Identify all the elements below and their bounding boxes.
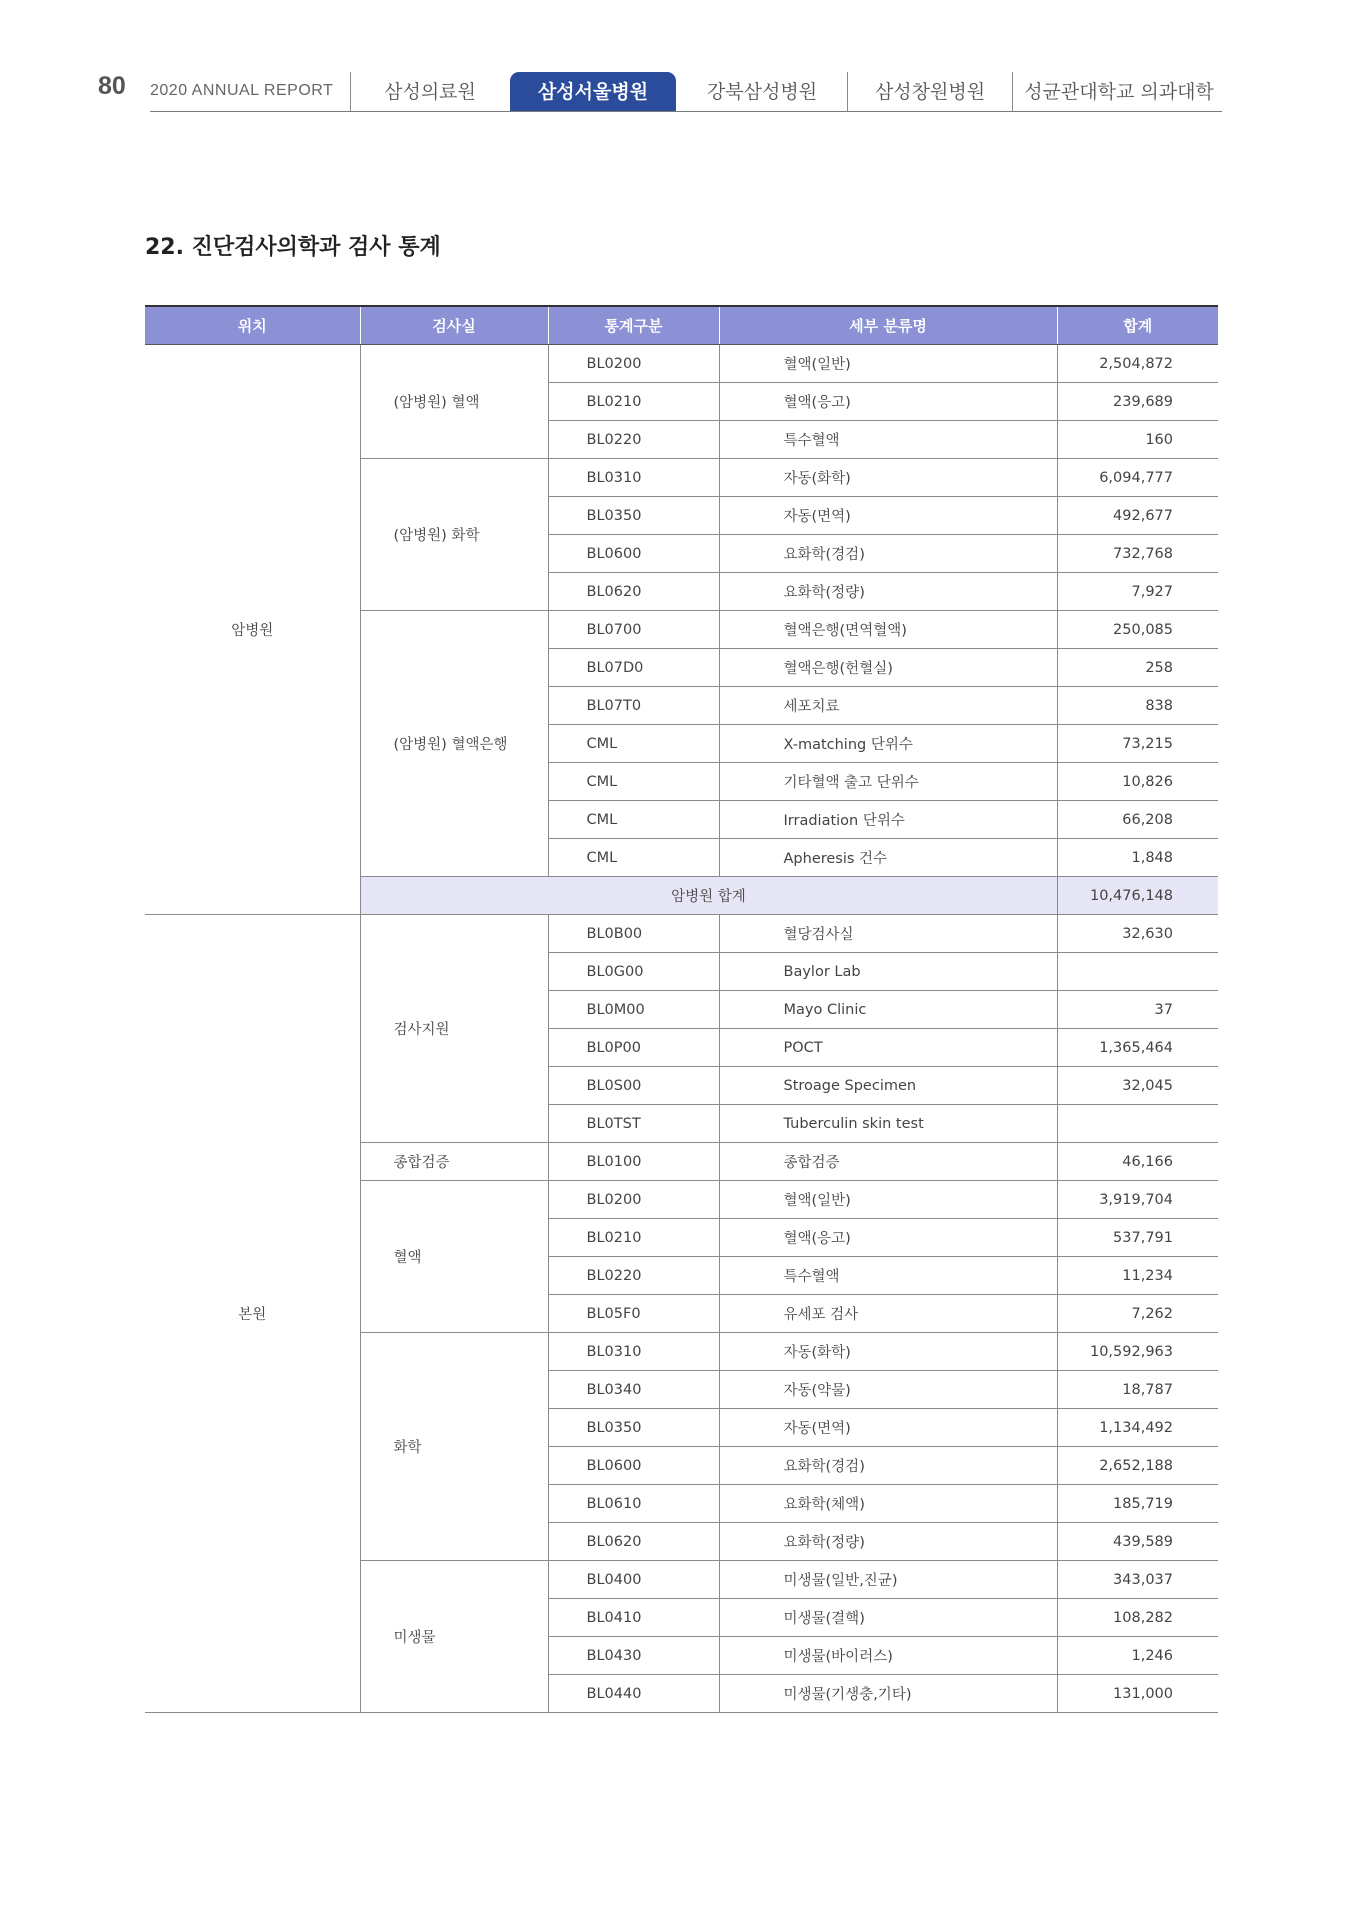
column-header-detail-name: 세부 분류명	[719, 306, 1057, 345]
total-cell: 185,719	[1057, 1485, 1218, 1523]
stat-code-cell: CML	[548, 801, 719, 839]
detail-name-cell: 종합검증	[719, 1143, 1057, 1181]
detail-name-cell: 미생물(기생충,기타)	[719, 1675, 1057, 1713]
stat-code-cell: BL0220	[548, 1257, 719, 1295]
tab-skku-medical-school[interactable]: 성균관대학교 의과대학	[1024, 81, 1214, 103]
stat-code-cell: BL0620	[548, 573, 719, 611]
lab-room-cell: 혈액	[360, 1181, 548, 1333]
stat-code-cell: BL0600	[548, 1447, 719, 1485]
detail-name-cell: 요화학(체액)	[719, 1485, 1057, 1523]
stat-code-cell: BL0B00	[548, 915, 719, 953]
total-cell: 66,208	[1057, 801, 1218, 839]
lab-room-cell: 검사지원	[360, 915, 548, 1143]
detail-name-cell: 자동(면역)	[719, 1409, 1057, 1447]
location-cell: 암병원	[145, 345, 360, 915]
stat-code-cell: BL0G00	[548, 953, 719, 991]
stat-code-cell: BL0310	[548, 1333, 719, 1371]
detail-name-cell: 요화학(정량)	[719, 1523, 1057, 1561]
stat-code-cell: BL0220	[548, 421, 719, 459]
total-cell: 2,504,872	[1057, 345, 1218, 383]
detail-name-cell: 혈액(응고)	[719, 1219, 1057, 1257]
detail-name-cell: 특수혈액	[719, 1257, 1057, 1295]
stat-code-cell: BL0TST	[548, 1105, 719, 1143]
total-cell: 11,234	[1057, 1257, 1218, 1295]
total-cell: 6,094,777	[1057, 459, 1218, 497]
report-title: 2020 ANNUAL REPORT	[150, 82, 334, 99]
total-cell: 37	[1057, 991, 1218, 1029]
stat-code-cell: BL0350	[548, 1409, 719, 1447]
total-cell: 108,282	[1057, 1599, 1218, 1637]
total-cell: 2,652,188	[1057, 1447, 1218, 1485]
detail-name-cell: 미생물(일반,진균)	[719, 1561, 1057, 1599]
total-cell: 7,262	[1057, 1295, 1218, 1333]
detail-name-cell: 미생물(바이러스)	[719, 1637, 1057, 1675]
total-cell: 32,630	[1057, 915, 1218, 953]
detail-name-cell: X-matching 단위수	[719, 725, 1057, 763]
stat-code-cell: BL0M00	[548, 991, 719, 1029]
tab-samsung-seoul-hospital[interactable]: 삼성서울병원	[510, 72, 676, 112]
detail-name-cell: 요화학(경검)	[719, 1447, 1057, 1485]
tab-samsung-medical-center[interactable]: 삼성의료원	[384, 81, 476, 103]
detail-name-cell: 요화학(정량)	[719, 573, 1057, 611]
stat-code-cell: BL0700	[548, 611, 719, 649]
column-header-total: 합계	[1057, 306, 1218, 345]
stat-code-cell: BL07T0	[548, 687, 719, 725]
stat-code-cell: CML	[548, 725, 719, 763]
stat-code-cell: CML	[548, 763, 719, 801]
column-header-lab-room: 검사실	[360, 306, 548, 345]
total-cell: 1,246	[1057, 1637, 1218, 1675]
detail-name-cell: Irradiation 단위수	[719, 801, 1057, 839]
stat-code-cell: BL0310	[548, 459, 719, 497]
stat-code-cell: BL0440	[548, 1675, 719, 1713]
total-cell: 7,927	[1057, 573, 1218, 611]
total-cell	[1057, 1105, 1218, 1143]
detail-name-cell: Mayo Clinic	[719, 991, 1057, 1029]
total-cell: 32,045	[1057, 1067, 1218, 1105]
total-cell: 492,677	[1057, 497, 1218, 535]
detail-name-cell: 세포치료	[719, 687, 1057, 725]
lab-room-cell: (암병원) 혈액은행	[360, 611, 548, 877]
detail-name-cell: 혈액(일반)	[719, 1181, 1057, 1219]
detail-name-cell: 자동(약물)	[719, 1371, 1057, 1409]
stat-code-cell: BL0200	[548, 345, 719, 383]
stat-code-cell: BL0210	[548, 1219, 719, 1257]
stat-code-cell: BL0400	[548, 1561, 719, 1599]
total-cell: 10,592,963	[1057, 1333, 1218, 1371]
page-number: 80	[98, 72, 126, 100]
lab-room-cell: 화학	[360, 1333, 548, 1561]
detail-name-cell: 자동(화학)	[719, 459, 1057, 497]
stat-code-cell: BL0600	[548, 535, 719, 573]
stat-code-cell: BL07D0	[548, 649, 719, 687]
stat-code-cell: BL0S00	[548, 1067, 719, 1105]
table-row	[145, 915, 1218, 953]
total-cell: 250,085	[1057, 611, 1218, 649]
total-cell: 1,365,464	[1057, 1029, 1218, 1067]
detail-name-cell: 기타혈액 출고 단위수	[719, 763, 1057, 801]
detail-name-cell: Stroage Specimen	[719, 1067, 1057, 1105]
total-cell: 10,826	[1057, 763, 1218, 801]
detail-name-cell: 특수혈액	[719, 421, 1057, 459]
detail-name-cell: 혈액은행(면역혈액)	[719, 611, 1057, 649]
tab-kangbuk-samsung-hospital[interactable]: 강북삼성병원	[706, 81, 818, 103]
stat-code-cell: CML	[548, 839, 719, 877]
detail-name-cell: 혈액은행(헌혈실)	[719, 649, 1057, 687]
total-cell: 1,848	[1057, 839, 1218, 877]
detail-name-cell: Baylor Lab	[719, 953, 1057, 991]
subtotal-label: 암병원 합계	[360, 877, 1057, 915]
detail-name-cell: 자동(면역)	[719, 497, 1057, 535]
stat-code-cell: BL0210	[548, 383, 719, 421]
column-header-stat-code: 통계구분	[548, 306, 719, 345]
detail-name-cell: 혈당검사실	[719, 915, 1057, 953]
nav-divider	[847, 72, 848, 112]
stat-code-cell: BL0610	[548, 1485, 719, 1523]
nav-divider	[1012, 72, 1013, 112]
tab-samsung-changwon-hospital[interactable]: 삼성창원병원	[874, 81, 986, 103]
nav-divider	[350, 72, 351, 112]
detail-name-cell: 혈액(일반)	[719, 345, 1057, 383]
stat-code-cell: BL05F0	[548, 1295, 719, 1333]
total-cell: 258	[1057, 649, 1218, 687]
stat-code-cell: BL0100	[548, 1143, 719, 1181]
total-cell: 160	[1057, 421, 1218, 459]
total-cell: 73,215	[1057, 725, 1218, 763]
subtotal-total: 10,476,148	[1057, 877, 1218, 915]
lab-room-cell: 미생물	[360, 1561, 548, 1713]
total-cell: 343,037	[1057, 1561, 1218, 1599]
total-cell: 732,768	[1057, 535, 1218, 573]
detail-name-cell: 자동(화학)	[719, 1333, 1057, 1371]
total-cell: 46,166	[1057, 1143, 1218, 1181]
lab-statistics-table	[145, 305, 1218, 1713]
total-cell: 838	[1057, 687, 1218, 725]
detail-name-cell: 유세포 검사	[719, 1295, 1057, 1333]
total-cell: 18,787	[1057, 1371, 1218, 1409]
table-header-row	[145, 306, 1218, 345]
section-title: 22. 진단검사의학과 검사 통계	[145, 235, 441, 260]
lab-room-cell: (암병원) 화학	[360, 459, 548, 611]
detail-name-cell: Apheresis 건수	[719, 839, 1057, 877]
table-body	[145, 345, 1218, 1713]
detail-name-cell: 요화학(경검)	[719, 535, 1057, 573]
column-header-location: 위치	[145, 306, 360, 345]
stat-code-cell: BL0200	[548, 1181, 719, 1219]
lab-room-cell: (암병원) 혈액	[360, 345, 548, 459]
stat-code-cell: BL0410	[548, 1599, 719, 1637]
total-cell: 239,689	[1057, 383, 1218, 421]
total-cell: 131,000	[1057, 1675, 1218, 1713]
stat-code-cell: BL0620	[548, 1523, 719, 1561]
total-cell: 439,589	[1057, 1523, 1218, 1561]
stat-code-cell: BL0340	[548, 1371, 719, 1409]
header-rule	[150, 111, 1222, 112]
total-cell: 1,134,492	[1057, 1409, 1218, 1447]
location-cell: 본원	[145, 915, 360, 1713]
stat-code-cell: BL0350	[548, 497, 719, 535]
total-cell: 3,919,704	[1057, 1181, 1218, 1219]
detail-name-cell: 미생물(결핵)	[719, 1599, 1057, 1637]
total-cell	[1057, 953, 1218, 991]
table-row	[145, 345, 1218, 383]
detail-name-cell: Tuberculin skin test	[719, 1105, 1057, 1143]
detail-name-cell: POCT	[719, 1029, 1057, 1067]
detail-name-cell: 혈액(응고)	[719, 383, 1057, 421]
total-cell: 537,791	[1057, 1219, 1218, 1257]
lab-room-cell: 종합검증	[360, 1143, 548, 1181]
stat-code-cell: BL0P00	[548, 1029, 719, 1067]
stat-code-cell: BL0430	[548, 1637, 719, 1675]
